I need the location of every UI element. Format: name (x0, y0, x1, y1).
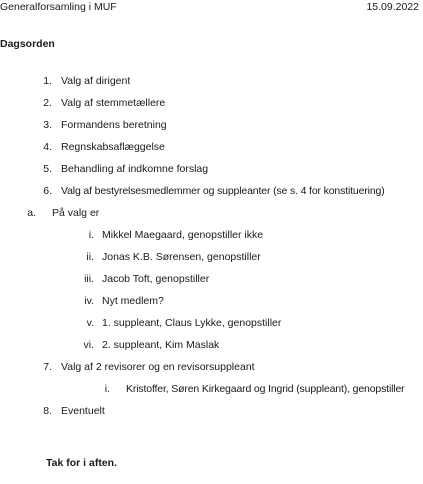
agenda-item-text: Formandens beretning (61, 119, 167, 131)
agenda-item-text: Valg af dirigent (61, 75, 131, 87)
agenda-item-marker: 4. (43, 141, 52, 153)
document-date: 15.09.2022 (366, 1, 419, 13)
agenda-item-text: Regnskabsaflæggelse (61, 141, 165, 153)
agenda-item-text: Behandling af indkomne forslag (61, 163, 209, 175)
agenda-item-marker: 8. (43, 405, 52, 417)
agenda-item-marker: i. (104, 383, 110, 395)
agenda-item-marker: 5. (43, 163, 52, 175)
agenda-item-text: 2. suppleant, Kim Maslak (102, 339, 220, 351)
agenda-item-marker: 6. (43, 185, 52, 197)
agenda-item-marker: iv. (84, 295, 94, 307)
agenda-item-text: Valg af bestyrelsesmedlemmer og suppleanter (se s. 4 for konstituering) (61, 185, 385, 197)
agenda-item-marker: iii. (84, 273, 94, 285)
agenda-item-marker: 7. (43, 361, 52, 373)
agenda-item-marker: 3. (43, 119, 52, 131)
agenda-item-marker: i. (88, 229, 94, 241)
agenda-item-marker: 2. (43, 97, 52, 109)
agenda-item-text: Jonas K.B. Sørensen, genopstiller (102, 251, 261, 263)
agenda-item-text: Nyt medlem? (102, 295, 164, 307)
agenda-item-text: Valg af stemmetællere (61, 97, 166, 109)
agenda-item-text: Eventuelt (61, 405, 105, 417)
closing-text: Tak for i aften. (46, 457, 117, 469)
agenda-item-marker: a. (27, 207, 36, 219)
agenda-item-marker: vi. (83, 339, 94, 351)
document-title: Generalforsamling i MUF (0, 1, 117, 13)
agenda-item-marker: ii. (86, 251, 94, 263)
agenda-item-text: På valg er (52, 207, 100, 219)
agenda-item-text: Jacob Toft, genopstiller (102, 273, 210, 285)
agenda-item-marker: v. (86, 317, 94, 329)
agenda-item-text: Kristoffer, Søren Kirkegaard og Ingrid (suppleant), genopstiller (126, 383, 405, 395)
agenda-heading: Dagsorden (0, 38, 55, 50)
agenda-item-text: Valg af 2 revisorer og en revisorsuppleant (61, 361, 255, 373)
agenda-item-text: Mikkel Maegaard, genopstiller ikke (102, 229, 264, 241)
agenda-item-marker: 1. (43, 75, 52, 87)
agenda-item-text: 1. suppleant, Claus Lykke, genopstiller (102, 317, 282, 329)
